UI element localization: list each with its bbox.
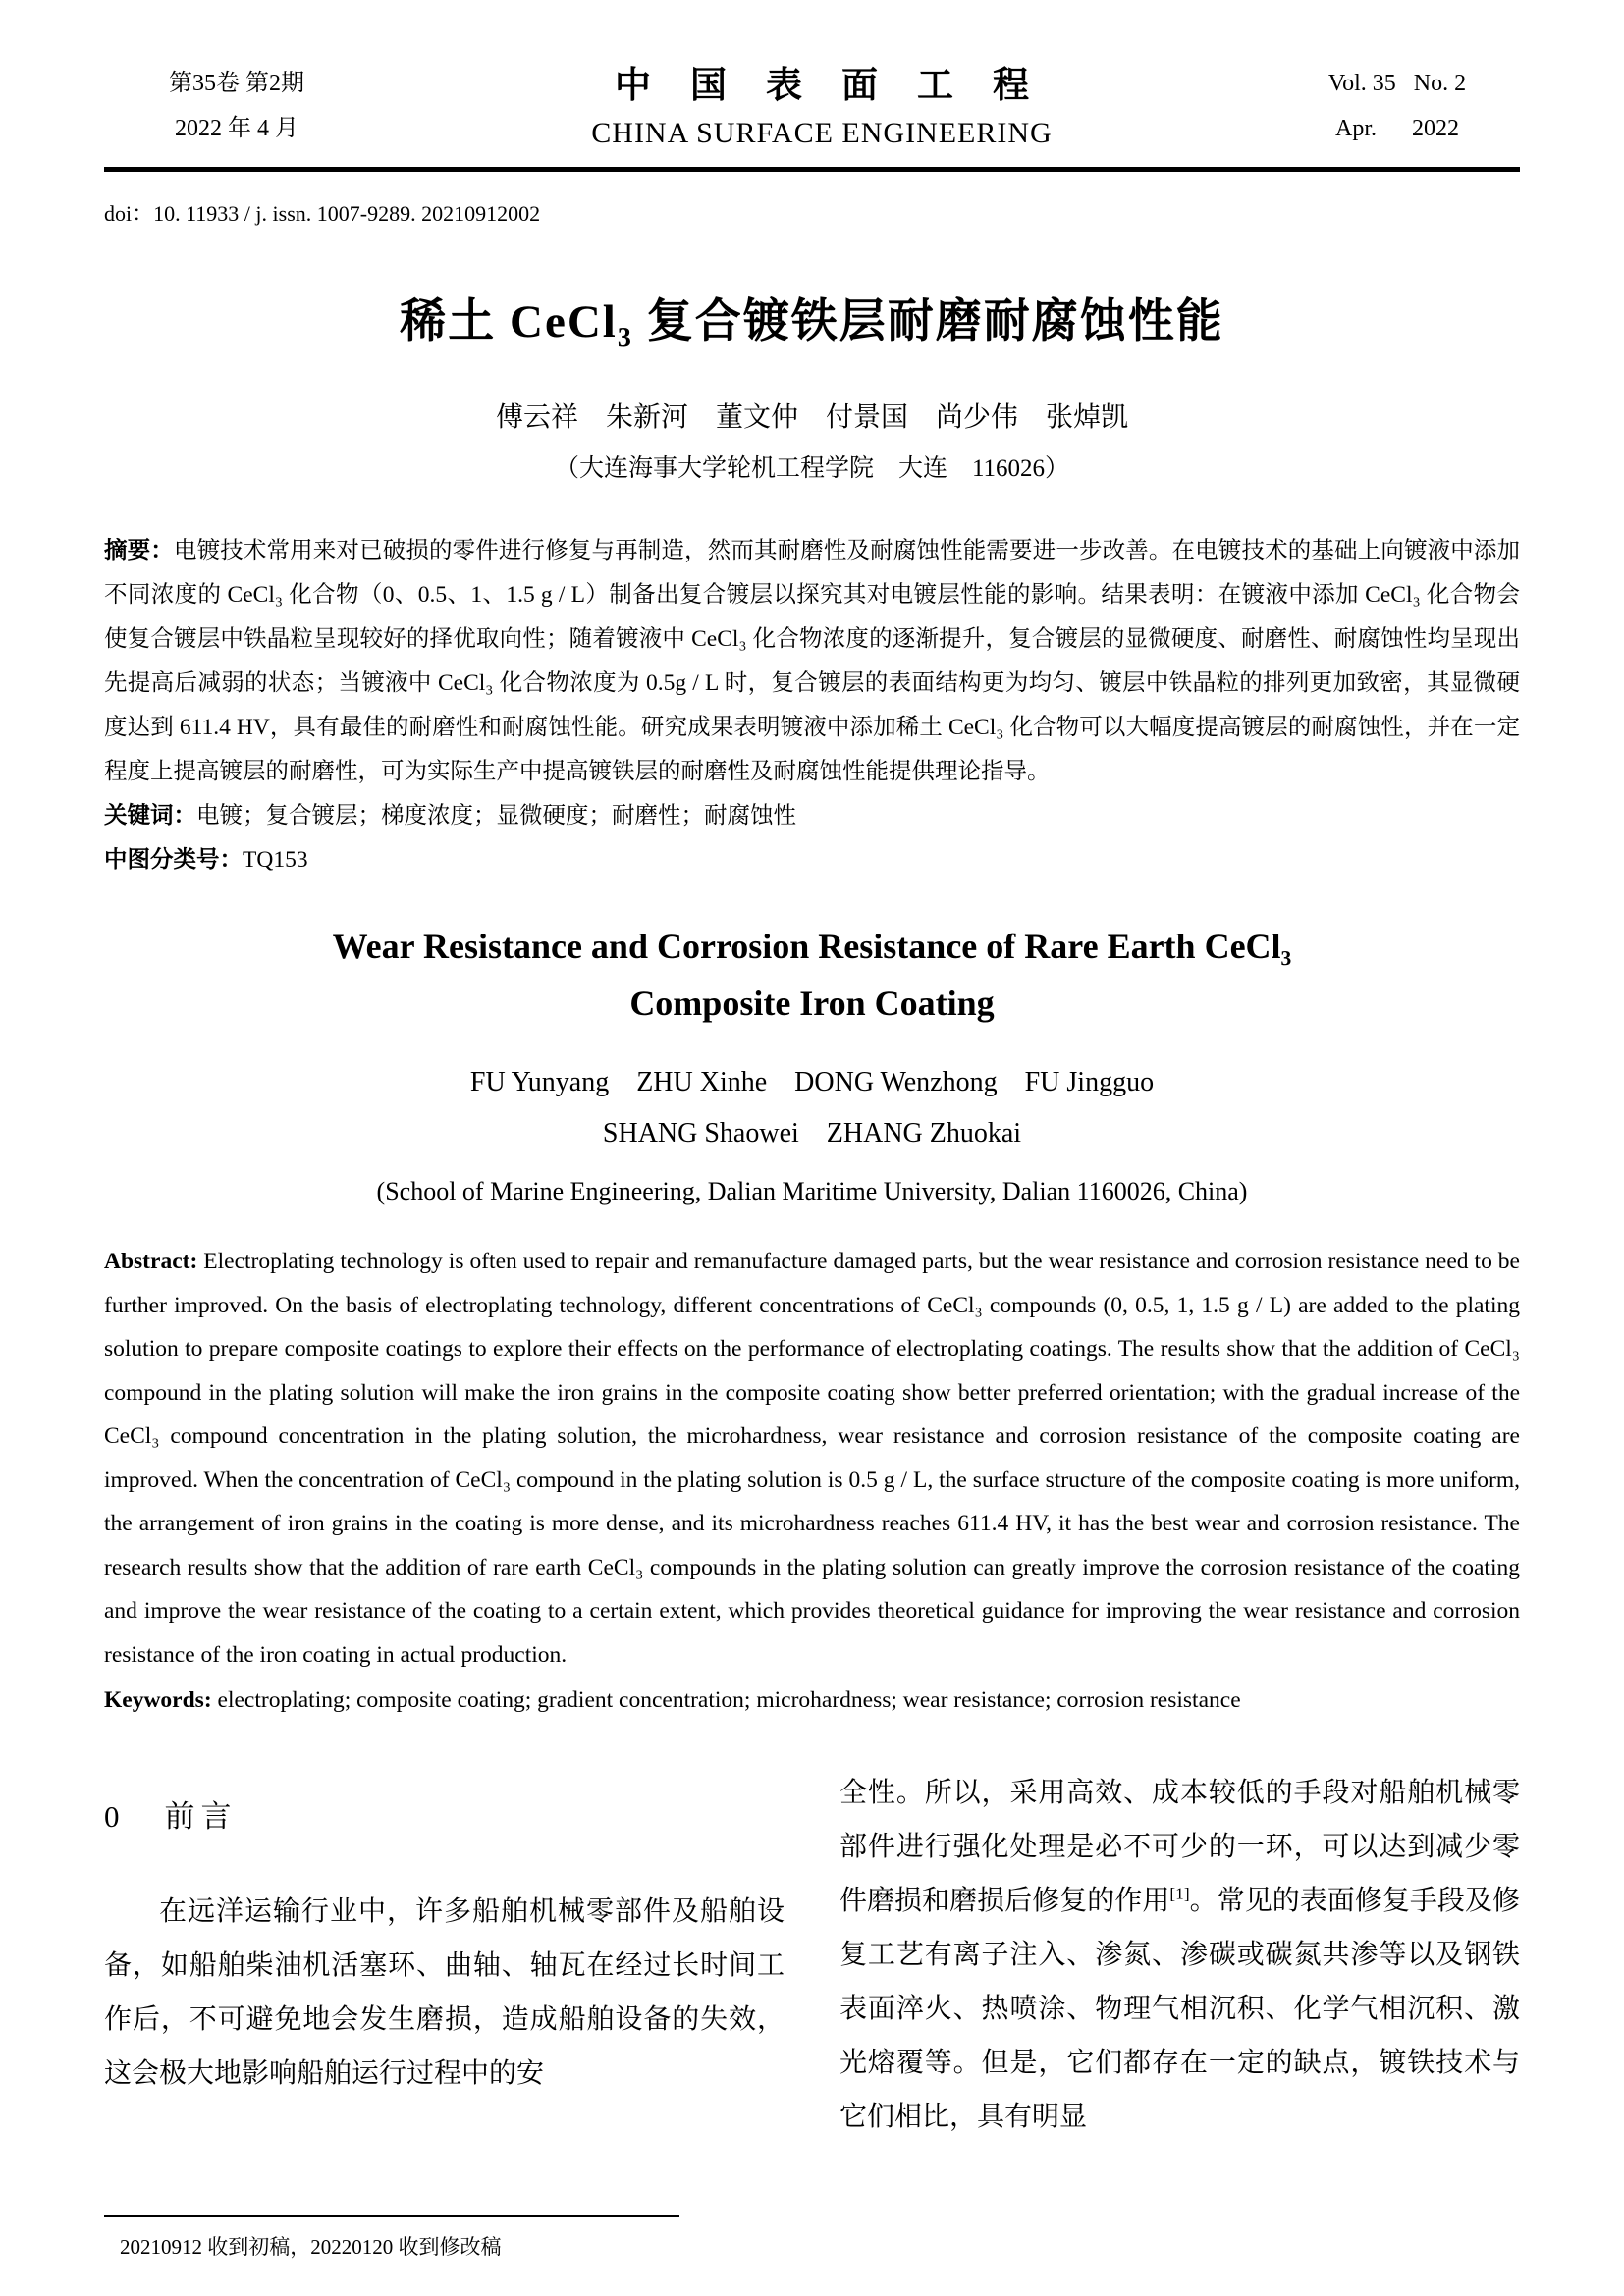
issue-date-en: Apr. 2022 (1335, 116, 1459, 141)
authors-en (104, 1057, 1520, 1159)
abstract-text-en: Electroplating technology is often used to repair and remanufacture damaged parts, but the wear resistance and corrosion resistance need to be further improved. On the basis of electroplating technology, different concentrations of CeCl₃ compounds (0, 0.5, 1, 1.5 g / L) are added to the plating solution to prepare composite coatings to explore their effects on the performance of electroplating coatings. The results show that the addition of CeCl₃ compound in the plating solution will make the iron grains in the composite coating show better preferred orientation; with the gradual increase of the CeCl₃ compound concentration in the plating solution, the microhardness, wear resistance and corrosion resistance of the composite coating are improved. When the concentration of CeCl₃ compound in the plating solution is 0.5 g / L, the surface structure of the composite coating is more uniform, the arrangement of iron grains in the coating is more dense, and its microhardness reaches 611.4 HV, it has the best wear and corrosion resistance. The research results show that the addition of rare earth CeCl₃ compounds in the plating solution can greatly improve the corrosion resistance of the coating and improve the wear resistance of the coating to a certain extent, which provides theoretical guidance for improving the wear resistance and corrosion resistance of the iron coating in actual production. (104, 1249, 1520, 1668)
keywords-text-cn: 电镀；复合镀层；梯度浓度；显微硬度；耐磨性；耐腐蚀性 (196, 803, 796, 828)
article-title-cn: 稀土 CeCl₃ 复合镀铁层耐磨耐腐蚀性能 (400, 296, 1224, 347)
section-title: 前言 (164, 1798, 238, 1834)
abstract-label-en: Abstract: (104, 1249, 198, 1274)
journal-name-cn: 中国表面工程 (615, 66, 1068, 106)
header-rule (104, 167, 1520, 172)
article-title-en-line1: Wear Resistance and Corrosion Resistance of Rare Earth CeCl₃ (332, 927, 1292, 966)
intro-paragraph-left: 在远洋运输行业中，许多船舶机械零部件及船舶设备，如船舶柴油机活塞环、曲轴、轴瓦在经过长时间工作后，不可避免地会发生磨损，造成船舶设备的失效，这会极大地影响船舶运行过程中的安 (104, 1896, 785, 2089)
section-heading (104, 1791, 785, 1836)
affiliation-cn: （大连海事大学轮机工程学院 大连 116026） (554, 455, 1070, 482)
keywords-text-en: electroplating; composite coating; gradient concentration; microhardness; wear resistance; corrosion resistance (217, 1687, 1241, 1713)
volume-issue-cn: 第35卷 第2期 (169, 71, 304, 96)
clc-line (104, 838, 1520, 882)
abstract-en (104, 1240, 1520, 1677)
intro-paragraph-right (839, 1766, 1520, 2144)
journal-header (104, 61, 1520, 155)
reference-superscript: [1] (1169, 1884, 1190, 1903)
authors-en-line1: FU Yunyang ZHU Xinhe DONG Wenzhong FU Jingguo (469, 1067, 1155, 1097)
authors-cn: 傅云祥 朱新河 董文仲 付景国 尚少伟 张焯凯 (495, 402, 1128, 433)
abstract-text-cn: 电镀技术常用来对已破损的零件进行修复与再制造，然而其耐磨性及耐腐蚀性能需要进一步改善。在电镀技术的基础上向镀液中添加不同浓度的 CeCl₃ 化合物（0、0.5、1、1.5 g / L）制备出复合镀层以探究其对电镀层性能的影响。结果表明：在镀液中添加 CeCl₃ 化合物会使复合镀层中铁晶粒呈现较好的择优取向性；随着镀液中 CeCl₃ 化合物浓度的逐渐提升，复合镀层的显微硬度、耐磨性、耐腐蚀性均呈现出先提高后减弱的状态；当镀液中 CeCl₃ 化合物浓度为 0.5g / L 时，复合镀层的表面结构更为均匀、镀层中铁晶粒的排列更加致密，其显微硬度达到 611.4 HV，具有最佳的耐磨性和耐腐蚀性能。研究成果表明镀液中添加稀土 CeCl₃ 化合物可以大幅度提高镀层的耐腐蚀性，并在一定程度上提高镀层的耐磨性，可为实际生产中提高镀铁层的耐磨性及耐腐蚀性能提供理论指导。 (104, 538, 1521, 784)
clc-value: TQ153 (243, 847, 308, 873)
issue-date-cn: 2022 年 4 月 (175, 116, 298, 141)
abstract-cn (104, 529, 1520, 794)
keywords-label-cn: 关键词： (104, 803, 196, 828)
volume-issue-en: Vol. 35 No. 2 (1327, 71, 1467, 96)
header-center-block (369, 61, 1274, 155)
intro-right-part1: 全性。所以，采用高效、成本较低的手段对船舶机械零部件进行强化处理是必不可少的一环，可以达到减少零件磨损和磨损后修复的作用 (839, 1777, 1520, 1916)
body-columns (104, 1766, 1520, 2144)
right-column (839, 1766, 1520, 2144)
article-title-en (104, 918, 1520, 1032)
header-right-block (1274, 61, 1520, 151)
clc-label: 中图分类号： (104, 847, 243, 873)
intro-right-part2: 。常见的表面修复手段及修复工艺有离子注入、渗氮、渗碳或碳氮共渗等以及钢铁表面淬火、热喷涂、物理气相沉积、化学气相沉积、激光熔覆等。但是，它们都存在一定的缺点，镀铁技术与它们相比，具有明显 (839, 1885, 1520, 2132)
article-title-en-line2: Composite Iron Coating (629, 984, 995, 1023)
header-left-block (104, 61, 369, 151)
left-column (104, 1766, 785, 2144)
keywords-label-en: Keywords: (104, 1687, 212, 1713)
affiliation-en: (School of Marine Engineering, Dalian Maritime University, Dalian 1160026, China) (376, 1177, 1248, 1205)
authors-en-line2: SHANG Shaowei ZHANG Zhuokai (602, 1118, 1022, 1148)
abstract-label-cn: 摘要： (104, 538, 174, 563)
footnote-text: 20210912 收到初稿，20220120 收到修改稿 (120, 2235, 502, 2259)
doi-line: doi：10. 11933 / j. issn. 1007-9289. 20210912002 (104, 201, 541, 226)
journal-name-en: CHINA SURFACE ENGINEERING (591, 117, 1053, 149)
section-number: 0 (104, 1798, 120, 1834)
keywords-en-line (104, 1679, 1520, 1723)
keywords-cn-line (104, 794, 1520, 838)
footnote-block (104, 2215, 679, 2261)
